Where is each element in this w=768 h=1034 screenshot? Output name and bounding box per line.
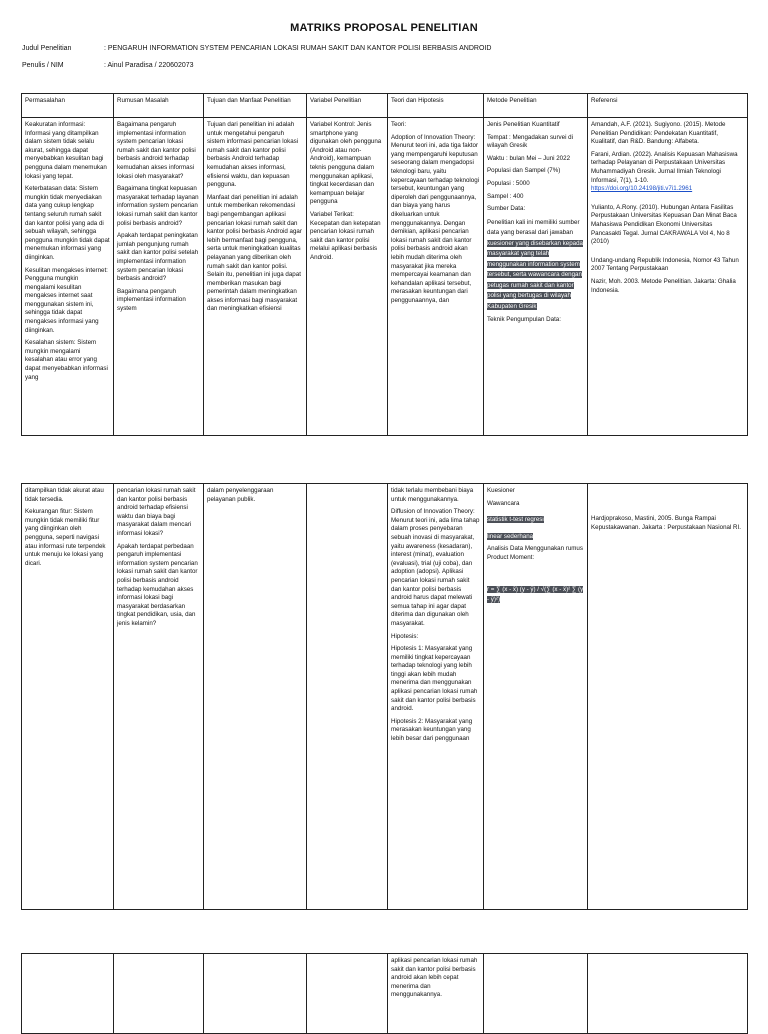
text-paragraph: Teori: [391,121,407,128]
matrix-table-page2 [21,483,748,910]
cell-variabel [307,484,388,910]
reference-link[interactable]: https://doi.org/10.24198/jiti.v7i1.2961 [591,185,693,193]
header-metode: Metode Penelitian [484,94,588,118]
text-paragraph: Variabel Terikat: Kecepatan dan ketepatan pencarian lokasi rumah sakit dan kantor polisi melalui aplikasi berbasis Android. [310,210,381,261]
formula-text [487,585,584,606]
header-tujuan: Tujuan dan Manfaat Penelitian [204,94,307,118]
cell-teori [388,954,484,1034]
cell-tujuan [204,118,307,436]
text-paragraph: Bagaimana tingkat kepuasan masyarakat terhadap layanan information system pencarian lokasi rumah sakit dan kantor polisi berbasis android? [117,185,199,227]
matrix-table-page3 [21,953,748,1034]
cell-permasalahan [22,118,114,436]
page-title: MATRIKS PROPOSAL PENELITIAN [290,22,478,34]
sumber-data-text: Penelitian kali ini memiliki sumber data yang berasal dari jawaban [487,218,580,237]
penulis-row [22,62,194,69]
judul-value: : PENGARUH INFORMATION SYSTEM PENCARIAN LOKASI RUMAH SAKIT DAN KANTOR POLISI BERBASIS ANDROID [104,45,492,52]
reference-entry: Farani, Ardian. (2022). Analisis Kepuasan Mahasiswa terhadap Pelayanan di Perpustakaan Universitas Muhammadiyah Gresik. Jurnal Ilmiah Teknologi Informasi, 7(1), 1-10. [591,150,738,184]
cell-referensi [588,954,748,1034]
cell-rumusan [114,954,204,1034]
judul-label: Judul Penelitian [22,45,72,52]
cell-teori [388,118,484,436]
text-paragraph: Populasi : 5000 [487,179,530,187]
highlighted-formula: r = ∑ (x - x̄) (y - ȳ) / √(∑ (x - x̄)² ∑ (y - ȳ)²) [487,585,584,604]
text-paragraph: tidak terlalu membebani biaya untuk menggunakannya. [391,487,474,503]
content-row [22,118,748,436]
text-paragraph: Apakah terdapat peningkatan jumlah pengunjung rumah sakit dan kantor polisi setelah implementasi information system pencarian lokasi berbasis android? [117,232,199,283]
content-row [22,484,748,910]
text-paragraph: aplikasi pencarian lokasi rumah sakit dan kantor polisi berbasis android akan lebih cepat menerima dan menggunakannya. [391,957,478,999]
cell-rumusan [114,118,204,436]
highlighted-text: linear sederhana [487,532,534,540]
header-referensi: Referensi [588,94,748,118]
text-paragraph [487,533,584,542]
reference-entry: Yulianto, A.Rony. (2010). Hubungan Antara Fasilitas Perpustakaan Universitas Kepuasan Dan Minat Baca Mahasiswa Pendidikan Ekonomi Universitas Pancasakti Tegal. Jurnal CAKRAWALA Vol 4, No 8 (2010) [591,203,737,246]
text-paragraph: Keakuratan informasi: Informasi yang ditampilkan dalam sistem tidak selalu akurat, sehingga dapat menyebabkan kesulitan bagi pengguna dalam menemukan lokasi yang tepat. [25,121,107,180]
reference-entry: Hardjoprakoso, Mastini, 2005. Bunga Rampai Kepustakawanan. Jakarta : Perpustakaan Nasional RI. [591,515,741,531]
reference-entry: Amandah, A.F. (2021). Sugiyono. (2015). Metode Penelitian Pendidikan: Pendekatan Kuantitatif, Kualitatif, dan R&D. Bandung: Alfabeta. [591,121,726,146]
cell-permasalahan [22,954,114,1034]
text-paragraph: Jenis Penelitian Kuantitatif [487,121,560,128]
cell-tujuan [204,954,307,1034]
highlighted-text: statistik t-test regresi [487,516,544,524]
text-paragraph: Variabel Kontrol: Jenis smartphone yang digunakan oleh pengguna (Android atau non-Android), kemampuan teknis pengguna dalam menggunakan aplikasi, tingkat kecerdasan dan kemampuan belajar pengguna [310,121,382,206]
cell-tujuan [204,484,307,910]
cell-rumusan [114,484,204,910]
text-paragraph: Sumber Data: [487,205,526,213]
cell-variabel [307,118,388,436]
penulis-value: : Ainul Paradisa / 220602073 [104,62,194,69]
header-rumusan: Rumusan Masalah [114,94,204,118]
text-paragraph: Diffusion of Innovation Theory: Menurut teori ini, ada lima tahap dalam proses penyebaran sebuah inovasi di masyarakat, yaitu awareness (kesadaran), interest (minat), evaluation (evaluasi), trial (uji coba), dan adoption (adopsi). Aplikasi pencarian lokasi rumah sakit dan kantor polisi berbasis android harus dapat melewati semua tahap ini agar dapat diterima dan digunakan oleh masyarakat. [391,508,480,627]
matrix-table-page1 [21,93,748,436]
cell-teori [388,484,484,910]
text-paragraph: Hipotesis 1: Masyarakat yang memiliki tingkat kepercayaan terhadap teknologi yang lebih tinggi akan lebih mudah menerima dan menggunakan aplikasi pencarian lokasi rumah sakit dan kantor polisi berbasis android. [391,645,478,713]
text-paragraph: Analisis Data Menggunakan rumus Product Moment: [487,545,583,561]
cell-metode [484,118,588,436]
cell-metode [484,954,588,1034]
text-paragraph: Hipotesis 2: Masyarakat yang merasakan keuntungan yang lebih besar dari penggunaan [391,717,473,743]
text-paragraph: Bagaimana pengaruh implementasi information system pencarian lokasi rumah sakit dan kantor polisi berbasis android terhadap kemudahan akses informasi lokasi oleh masyarakat? [117,121,196,180]
cell-referensi [588,118,748,436]
text-paragraph: Apakah terdapat perbedaan pengaruh implementasi information system pencarian lokasi rumah sakit dan kantor polisi berbasis android terhadap kemudahan akses informasi lokasi bagi masyarakat berdasarkan tingkat pendidikan, usia, dan jenis kelamin? [117,542,198,627]
header-variabel: Variabel Penelitian [307,94,388,118]
text-paragraph [487,516,584,525]
cell-metode [484,484,588,910]
text-paragraph: Kuesioner [487,487,515,494]
text-paragraph: Kesalahan sistem: Sistem mungkin mengalami kesalahan atau error yang dapat menyebabkan informasi yang [25,339,108,381]
text-paragraph [487,218,584,313]
text-paragraph: Manfaat dari penelitian ini adalah untuk memberikan rekomendasi bagi pengembangan aplikasi pencarian lokasi rumah sakit dan kantor polisi berbasis Android agar lebih bermanfaat bagi pengguna, serta untuk meningkatkan kualitas pelayanan yang diberikan oleh rumah sakit dan kantor polisi. Selain itu, penelitian ini juga dapat memberikan masukan bagi pemerintah dalam meningkatkan akses informasi bagi masyarakat dan meningkatkan efisiensi [207,193,302,313]
reference-entry: Nazir, Moh. 2003. Metode Penelitian. Jakarta: Ghalia Indonesia. [591,277,736,294]
text-paragraph: pencarian lokasi rumah sakit dan kantor polisi berbasis android terhadap efisiensi waktu dan biaya bagi masyarakat dalam mencari informasi lokasi? [117,487,196,537]
judul-row [22,45,491,52]
text-paragraph: ditampilkan tidak akurat atau tidak tersedia. [25,487,104,503]
text-paragraph: Tempat : Mengadakan survei di wilayah Gresik [487,133,573,150]
text-paragraph: Sampel : 400 [487,192,524,200]
text-paragraph: Populasi dan Sampel (7%) [487,167,561,175]
header-permasalahan: Permasalahan [22,94,114,118]
reference-entry: Undang-undang Republik Indonesia, Nomor 43 Tahun 2007 Tentang Perpustakaan [591,256,739,273]
text-paragraph: Waktu : bulan Mei – Juni 2022 [487,154,571,162]
cell-variabel [307,954,388,1034]
text-paragraph: Kesulitan mengakses internet: Pengguna mungkin mengalami kesulitan mengakses internet saat menggunakan sistem ini, sehingga tidak dapat mengakses informasi yang diinginkan. [25,266,108,334]
content-row [22,954,748,1034]
text-paragraph: Teknik Pengumpulan Data: [487,316,561,324]
text-paragraph: Hipotesis: [391,632,419,640]
text-paragraph: dalam penyelenggaraan pelayanan publik. [207,487,274,503]
text-paragraph: Kekurangan fitur: Sistem mungkin tidak memiliki fitur yang diinginkan oleh pengguna, seperti navigasi atau informasi rute terpendek untuk menuju ke lokasi yang dicari. [25,508,106,567]
header-teori: Teori dan Hipotesis [388,94,484,118]
text-paragraph: Adoption of Innovation Theory: Menurut teori ini, ada tiga faktor yang mempengaruhi keputusan seseorang dalam mengadopsi teknologi baru, yaitu kepercayaan terhadap teknologi tersebut, keuntungan yang diperoleh dari penggunaannya, dan biaya yang harus dikeluarkan untuk menggunakannya. Dengan demikian, aplikasi pencarian lokasi rumah sakit dan kantor polisi berbasis android akan lebih mudah diterima oleh masyarakat jika mereka mempercayai keamanan dan kehandalan aplikasi tersebut, merasakan keuntungan dari penggunaannya, dan [391,133,480,304]
cell-referensi [588,484,748,910]
text-paragraph: Tujuan dari penelitian ini adalah untuk mengetahui pengaruh sistem informasi pencarian lokasi rumah sakit dan kantor polisi berbasis Android terhadap kemudahan akses informasi, efisiensi waktu, dan kepuasan pengguna. [207,121,299,189]
penulis-label: Penulis / NIM [22,62,64,69]
highlighted-text: kuesioner yang disebarkan kepada masyarakat yang telah menggunakan information system tersebut, serta wawancara dengan petugas rumah sakit dan kantor polisi yang bertugas di wilayah Kabupaten Gresik [487,239,583,310]
text-paragraph: Wawancara [487,499,520,507]
text-paragraph: Keterbatasan data: Sistem mungkin tidak menyediakan data yang cukup lengkap tentang seluruh rumah sakit dan kantor polisi yang ada di sebuah wilayah, sehingga pengguna mungkin tidak dapat menemukan informasi yang diinginkan. [25,185,110,261]
text-paragraph: Bagaimana pengaruh implementasi information system [117,287,186,312]
header-row [22,94,748,118]
cell-permasalahan [22,484,114,910]
